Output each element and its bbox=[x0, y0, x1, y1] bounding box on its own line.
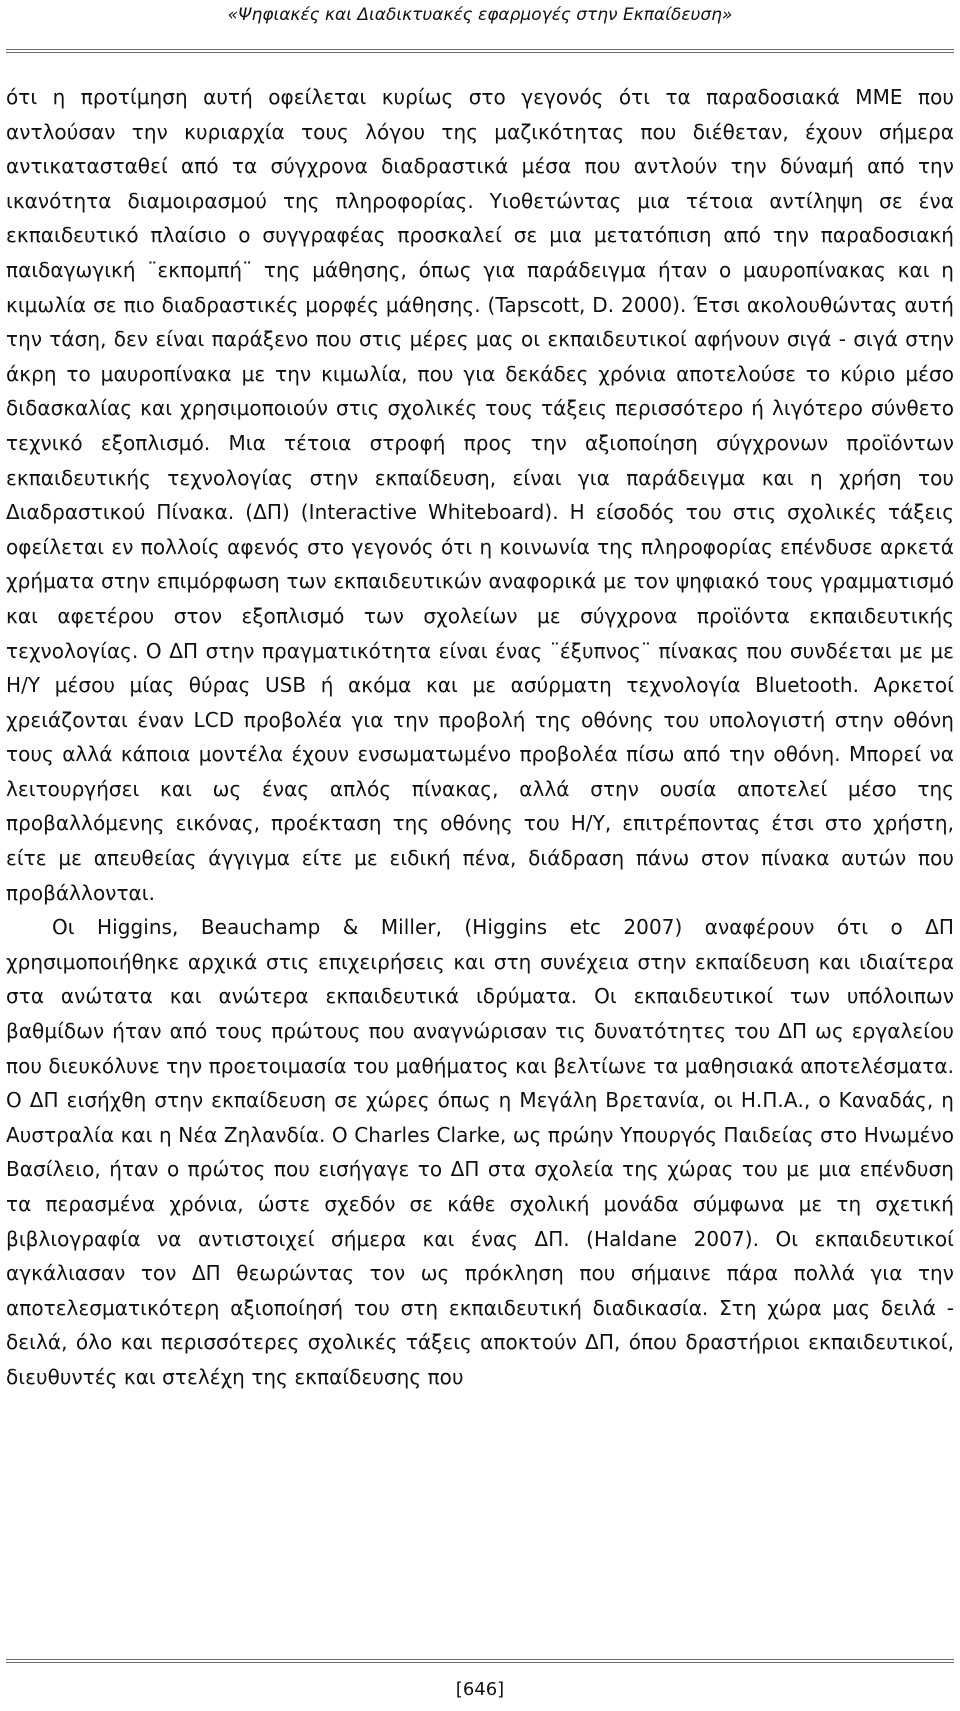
page-number: [646] bbox=[455, 1679, 505, 1700]
paragraph: Οι Higgins, Beauchamp & Miller, (Higgins etc 2007) αναφέρουν ότι ο ΔΠ χρησιμοποιήθηκε αρχικά στις επιχειρήσεις και στη συνέχεια στην εκπαίδευση και ιδιαίτερα στα ανώτατα και ανώτερα εκπαιδευτικά ιδρύματα. Οι εκπαιδευτικοί των υπόλοιπων βαθμίδων ήταν από τους πρώτους που αναγνώρισαν τις δυνατότητες του ΔΠ ως εργαλείου που διευκόλυνε την προετοιμασία του μαθήματος και βελτίωνε τα μαθησιακά αποτελέσματα. Ο ΔΠ εισήχθη στην εκπαίδευση σε χώρες όπως η Μεγάλη Βρετανία, οι Η.Π.Α., ο Καναδάς, η Αυστραλία και η Νέα Ζηλανδία. Ο Charles Clarke, ως πρώην Υπουργός Παιδείας στο Ηνωμένο Βασίλειο, ήταν ο πρώτος που εισήγαγε το ΔΠ στα σχολεία της χώρας του με μια επένδυση τα περασμένα χρόνια, ώστε σχεδόν σε κάθε σχολική μονάδα σύμφωνα με τη σχετική βιβλιογραφία να αντιστοιχεί σήμερα και ένας ΔΠ. (Haldane 2007). Οι εκπαιδευτικοί αγκάλιασαν τον ΔΠ θεωρώντας τον ως πρόκληση που σήμαινε πάρα πολλά για την αποτελεσματικότερη αξιοποίησή του στη εκπαιδευτική διαδικασία. Στη χώρα μας δειλά - δειλά, όλο και περισσότερες σχολικές τάξεις αποκτούν ΔΠ, όπου δραστήριοι εκπαιδευτικοί, διευθυντές και στελέχη της εκπαίδευσης που bbox=[6, 915, 954, 1389]
header-divider bbox=[6, 49, 954, 53]
paragraph: ότι η προτίμηση αυτή οφείλεται κυρίως στο γεγονός ότι τα παραδοσιακά ΜΜΕ που αντλούσαν την κυριαρχία τους λόγου της μαζικότητας που διέθεταν, έχουν σήμερα αντικατασταθεί από τα σύγχρονα διαδραστικά μέσα που αντλούν την δύναμή από την ικανότητα διαμοιρασμού της πληροφορίας. Υιοθετώντας μια τέτοια αντίληψη σε ένα εκπαιδευτικό πλαίσιο ο συγγραφέας προσκαλεί σε μια μετατόπιση από την παραδοσιακή παιδαγωγική ¨εκπομπή¨ της μάθησης, όπως για παράδειγμα ήταν ο μαυροπίνακας και η κιμωλία σε πιο διαδραστικές μορφές μάθησης. (Tapscott, D. 2000). Έτσι ακολουθώντας αυτή την τάση, δεν είναι παράξενο που στις μέρες μας οι εκπαιδευτικοί αφήνουν σιγά - σιγά στην άκρη το μαυροπίνακα με την κιμωλία, που για δεκάδες χρόνια αποτελούσε το κύριο μέσο διδασκαλίας και χρησιμοποιούν στις σχολικές τους τάξεις περισσότερο ή λιγότερο σύνθετο τεχνικό εξοπλισμό. Μια τέτοια στροφή προς την αξιοποίηση σύγχρονων προϊόντων εκπαιδευτικής τεχνολογίας στην εκπαίδευση, είναι για παράδειγμα και η χρήση του Διαδραστικού Πίνακα. (ΔΠ) (Interactive Whiteboard). Η είσοδός του στις σχολικές τάξεις οφείλεται εν πολλοίς αφενός στο γεγονός ότι η κοινωνία της πληροφορίας επένδυσε αρκετά χρήματα στην επιμόρφωση των εκπαιδευτικών αναφορικά με τον ψηφιακό τους γραμματισμό και αφετέρου στον εξοπλισμό των σχολείων με σύγχρονα προϊόντα εκπαιδευτικής τεχνολογίας. Ο ΔΠ στην πραγματικότητα είναι ένας ¨έξυπνος¨ πίνακας που συνδέεται με με Η/Υ μέσου μίας θύρας USB ή ακόμα και με ασύρματη τεχνολογία Bluetooth. Αρκετοί χρειάζονται έναν LCD προβολέα για την προβολή της οθόνης του υπολογιστή στην οθόνη τους αλλά κάποια μοντέλα έχουν ενσωματωμένο προβολέα πίσω από την οθόνη. Μπορεί να λειτουργήσει και ως ένας απλός πίνακας, αλλά στην ουσία αποτελεί μέσο της προβαλλόμενης εικόνας, προέκταση της οθόνης του Η/Υ, επιτρέποντας έτσι στο χρήστη, είτε με απευθείας άγγιγμα είτε με ειδική πένα, διάδραση πάνω στον πίνακα αυτών που προβάλλονται. bbox=[6, 85, 954, 905]
running-header: «Ψηφιακές και Διαδικτυακές εφαρμογές στην Εκπαίδευση» bbox=[227, 5, 733, 25]
body-text bbox=[6, 80, 954, 1395]
footer-divider bbox=[6, 1659, 954, 1663]
